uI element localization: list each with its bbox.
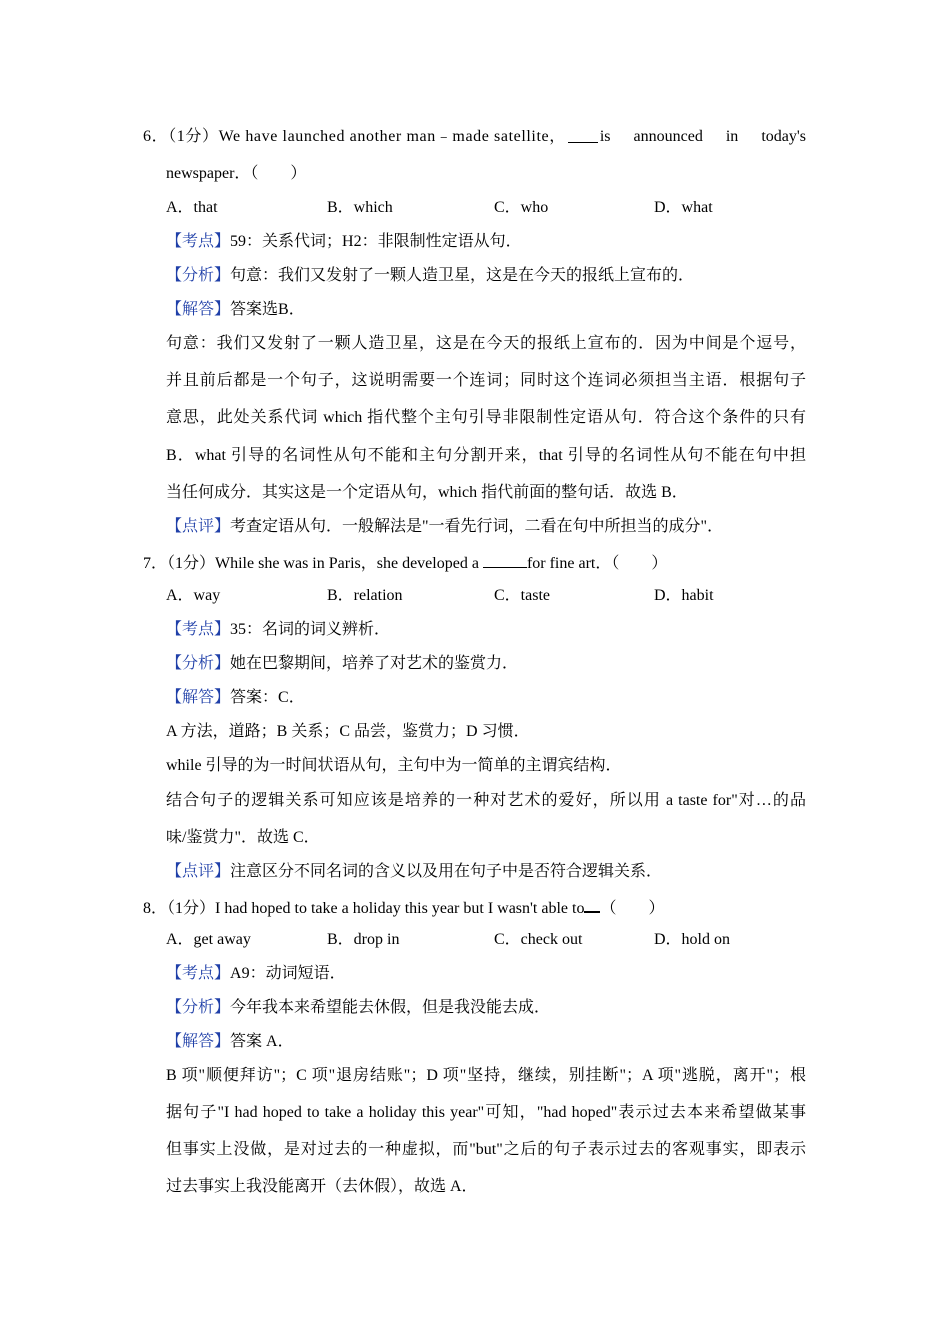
q7-fenxi (166, 654, 518, 674)
q6-fenxi (166, 266, 694, 286)
q6-explain-line1: 句意：我们又发射了一颗人造卫星，这是在今天的报纸上宣布的．因为中间是个逗号， (166, 335, 806, 352)
kaodian-text: 59：关系代词；H2：非限制性定语从句． (230, 233, 522, 250)
q6-kaodian (166, 232, 522, 252)
q7-kaodian (166, 620, 390, 640)
q6-explain-line4: B．what 引导的名词性从句不能和主句分割开来，that 引导的名词性从句不能在句中担 (166, 447, 806, 464)
fenxi-label: 【分析】 (166, 267, 231, 284)
kaodian-text: A9：动词短语． (230, 965, 346, 982)
fenxi-text: 今年我本来希望能去休假，但是我没能去成． (230, 999, 551, 1016)
q8-stem-text-after: （ ） (600, 900, 665, 917)
dianping-text: 考查定语从句．一般解法是"一看先行词，二看在句中所担当的成分"． (230, 518, 724, 535)
q8-answer-blank (584, 896, 600, 913)
kaodian-label: 【考点】 (166, 965, 231, 982)
q6-jieda (166, 300, 305, 320)
q7-stem (143, 552, 667, 574)
q7-jieda (166, 688, 305, 708)
q6-stem-text: 6．（1分）We have launched another man﹣made satellite， (143, 128, 566, 145)
dianping-label: 【点评】 (166, 863, 231, 880)
q6-option-c: C．who (494, 199, 549, 216)
q6-explain-line2: 并且前后都是一个句子，这说明需要一个连词；同时这个连词必须担当主语．根据句子 (166, 372, 806, 389)
q6-option-d: D．what (654, 199, 713, 216)
kaodian-label: 【考点】 (166, 233, 231, 250)
q6-dianping (166, 517, 723, 537)
q7-option-d: D．habit (654, 587, 714, 604)
q6-answer-blank (568, 127, 598, 143)
q7-stem-text: 7．（1分）While she was in Paris，she developed a (143, 555, 483, 572)
q7-stem-text-after: for fine art．（ ） (526, 555, 668, 572)
dianping-label: 【点评】 (166, 518, 231, 535)
fenxi-text: 她在巴黎期间，培养了对艺术的鉴赏力． (230, 655, 519, 672)
q8-option-a: A．get away (166, 931, 251, 948)
kaodian-label: 【考点】 (166, 621, 231, 638)
q7-dianping (166, 862, 662, 882)
q8-kaodian (166, 964, 346, 984)
fenxi-label: 【分析】 (166, 655, 231, 672)
kaodian-text: 35：名词的词义辨析． (230, 621, 391, 638)
q8-explain-line2: 据句子"I had hoped to take a holiday this year"可知，"had hoped"表示过去本来希望做某事 (166, 1104, 806, 1121)
q7-option-b: B．relation (327, 587, 403, 604)
q7-explain-line2: while 引导的为一时间状语从句，主句中为一简单的主谓宾结构． (166, 757, 622, 774)
q6-option-a: A．that (166, 199, 218, 216)
jieda-text: 答案选B． (230, 301, 305, 318)
dianping-text: 注意区分不同名词的含义以及用在句子中是否符合逻辑关系． (230, 863, 663, 880)
q8-stem-text: 8．（1分）I had hoped to take a holiday this year but I wasn't able to (143, 900, 585, 917)
q6-stem-line2: newspaper．（ ） (166, 165, 307, 182)
q7-option-c: C．taste (494, 587, 550, 604)
jieda-label: 【解答】 (166, 689, 231, 706)
q7-explain-line3: 结合句子的逻辑关系可知应该是培养的一种对艺术的爱好，所以用 a taste for"对…的品 (166, 792, 806, 809)
q7-explain-line4: 味/鉴赏力"．故选 C． (166, 829, 320, 846)
q6-stem-text-after: is announced in today's (599, 128, 806, 145)
q8-explain-line1: B 项"顺便拜访"；C 项"退房结账"；D 项"坚持，继续，别挂断"；A 项"逃脱，离开"；根 (166, 1067, 806, 1084)
q8-option-d: D．hold on (654, 931, 731, 948)
q6-explain-line5: 当任何成分．其实这是一个定语从句，which 指代前面的整句话．故选 B． (166, 484, 688, 501)
q7-explain-line1: A 方法，道路；B 关系；C 品尝，鉴赏力；D 习惯． (166, 723, 530, 740)
q8-option-b: B．drop in (327, 931, 400, 948)
q7-option-a: A．way (166, 587, 221, 604)
jieda-text: 答案 A． (230, 1033, 294, 1050)
q6-stem-line1 (143, 127, 806, 147)
q8-stem (143, 896, 664, 919)
fenxi-label: 【分析】 (166, 999, 231, 1016)
q8-explain-line3: 但事实上没做，是对过去的一种虚拟，而"but"之后的句子表示过去的客观事实，即表示 (166, 1141, 806, 1158)
q8-jieda (166, 1032, 294, 1052)
q8-fenxi (166, 998, 550, 1018)
fenxi-text: 句意：我们又发射了一颗人造卫星，这是在今天的报纸上宣布的． (230, 267, 695, 284)
jieda-label: 【解答】 (166, 301, 231, 318)
q6-explain-line3: 意思，此处关系代词 which 指代整个主句引导非限制性定语从句．符合这个条件的只有 (166, 409, 806, 426)
q8-option-c: C．check out (494, 931, 583, 948)
jieda-label: 【解答】 (166, 1033, 231, 1050)
q6-option-b: B．which (327, 199, 393, 216)
jieda-text: 答案：C． (230, 689, 305, 706)
q8-explain-line4: 过去事实上我没能离开（去休假），故选 A． (166, 1178, 478, 1195)
q7-answer-blank (483, 552, 527, 568)
